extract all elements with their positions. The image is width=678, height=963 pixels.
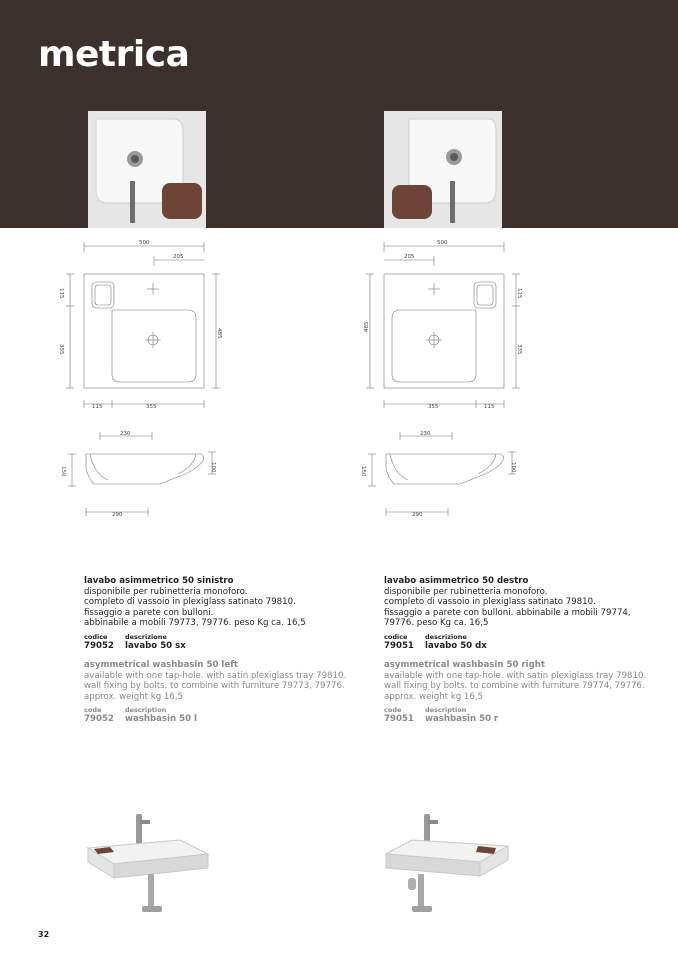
washbasin-left-bottom-photo — [84, 808, 209, 918]
spec-title: lavabo asimmetrico 50 destro — [384, 576, 529, 586]
code-value: 79051 — [384, 714, 414, 724]
dim-335: 335 — [58, 344, 64, 355]
dim-500: 500 — [437, 240, 448, 246]
code-value: 79052 — [84, 714, 114, 724]
left-spec-it — [84, 576, 354, 651]
spec-line: available with one tap-hole. with satin plexiglass tray 79810. — [84, 670, 347, 681]
dim-230: 230 — [120, 431, 131, 437]
dim-485: 485 — [364, 321, 370, 332]
dim-335: 335 — [516, 344, 522, 355]
spec-line: disponibile per rubinetteria monoforo. — [384, 586, 548, 597]
dim-bottom-115: 115 — [484, 404, 495, 410]
left-spec — [84, 576, 354, 725]
washbasin-right-photo — [384, 111, 502, 228]
spec-line: wall fixing by bolts. to combine with furniture 79773, 79776. — [84, 681, 345, 691]
dim-115: 115 — [516, 288, 522, 299]
code-label: codice — [84, 632, 108, 641]
spec-title: lavabo asimmetrico 50 sinistro — [84, 576, 234, 586]
spec-line: approx. weight kg 16,5 — [384, 691, 484, 702]
spec-line: 79776. peso Kg ca. 16,5 — [384, 618, 489, 628]
dim-115: 115 — [58, 288, 64, 299]
dim-500: 500 — [139, 240, 150, 246]
dim-205: 205 — [173, 254, 184, 260]
dim-230: 230 — [420, 431, 431, 437]
right-spec-it — [384, 576, 654, 651]
dim-290: 290 — [112, 512, 123, 518]
right-technical-drawing — [360, 238, 530, 518]
desc-label: descrizione — [125, 632, 167, 641]
dim-bottom-355: 355 — [428, 404, 439, 410]
right-spec — [384, 576, 654, 725]
dim-150: 150 — [360, 466, 366, 477]
code-value: 79052 — [84, 640, 114, 651]
code-label: code — [384, 706, 402, 714]
spec-line: approx. weight kg 16,5 — [84, 691, 184, 702]
spec-line: available with one tap-hole. with satin plexiglass tray 79810. — [384, 670, 647, 681]
spec-line: abbinabile a mobili 79773, 79776. peso Kg ca. 16,5 — [84, 618, 306, 628]
desc-value: washbasin 50 l — [125, 714, 197, 724]
dim-205: 205 — [404, 254, 415, 260]
dim-100: 100 — [210, 462, 216, 473]
left-spec-en — [84, 660, 354, 725]
dim-100: 100 — [510, 462, 516, 473]
desc-value: lavabo 50 sx — [125, 640, 186, 651]
desc-value: washbasin 50 r — [425, 714, 499, 724]
spec-line: disponibile per rubinetteria monoforo. — [84, 586, 248, 597]
right-spec-en — [384, 660, 654, 725]
dim-bottom-115: 115 — [92, 404, 103, 410]
code-label: code — [84, 706, 102, 714]
dim-bottom-355: 355 — [146, 404, 157, 410]
spec-line: wall fixing by bolts. to combine with furniture 79774, 79776. — [384, 681, 645, 691]
left-technical-drawing — [60, 238, 230, 518]
desc-label: description — [125, 706, 167, 714]
spec-title: asymmetrical washbasin 50 right — [384, 660, 545, 670]
code-label: codice — [384, 632, 408, 641]
spec-line: completo di vassoio in plexiglass satinato 79810. — [84, 597, 296, 607]
spec-line: fissaggio a parete con bulloni. abbinabile a mobili 79774, — [384, 607, 631, 618]
desc-label: description — [425, 706, 467, 714]
spec-title: asymmetrical washbasin 50 left — [84, 660, 239, 670]
brand-title: metrica — [38, 34, 190, 75]
washbasin-left-photo — [88, 111, 206, 228]
dim-290: 290 — [412, 512, 423, 518]
washbasin-right-bottom-photo — [384, 808, 509, 918]
desc-label: descrizione — [425, 632, 467, 641]
dim-485: 485 — [216, 328, 222, 339]
spec-line: fissaggio a parete con bulloni. — [84, 607, 214, 618]
code-value: 79051 — [384, 640, 414, 651]
desc-value: lavabo 50 dx — [425, 640, 487, 651]
page-number: 32 — [38, 930, 50, 939]
spec-line: completo di vassoio in plexiglass satinato 79810. — [384, 597, 596, 607]
dim-150: 150 — [60, 466, 66, 477]
